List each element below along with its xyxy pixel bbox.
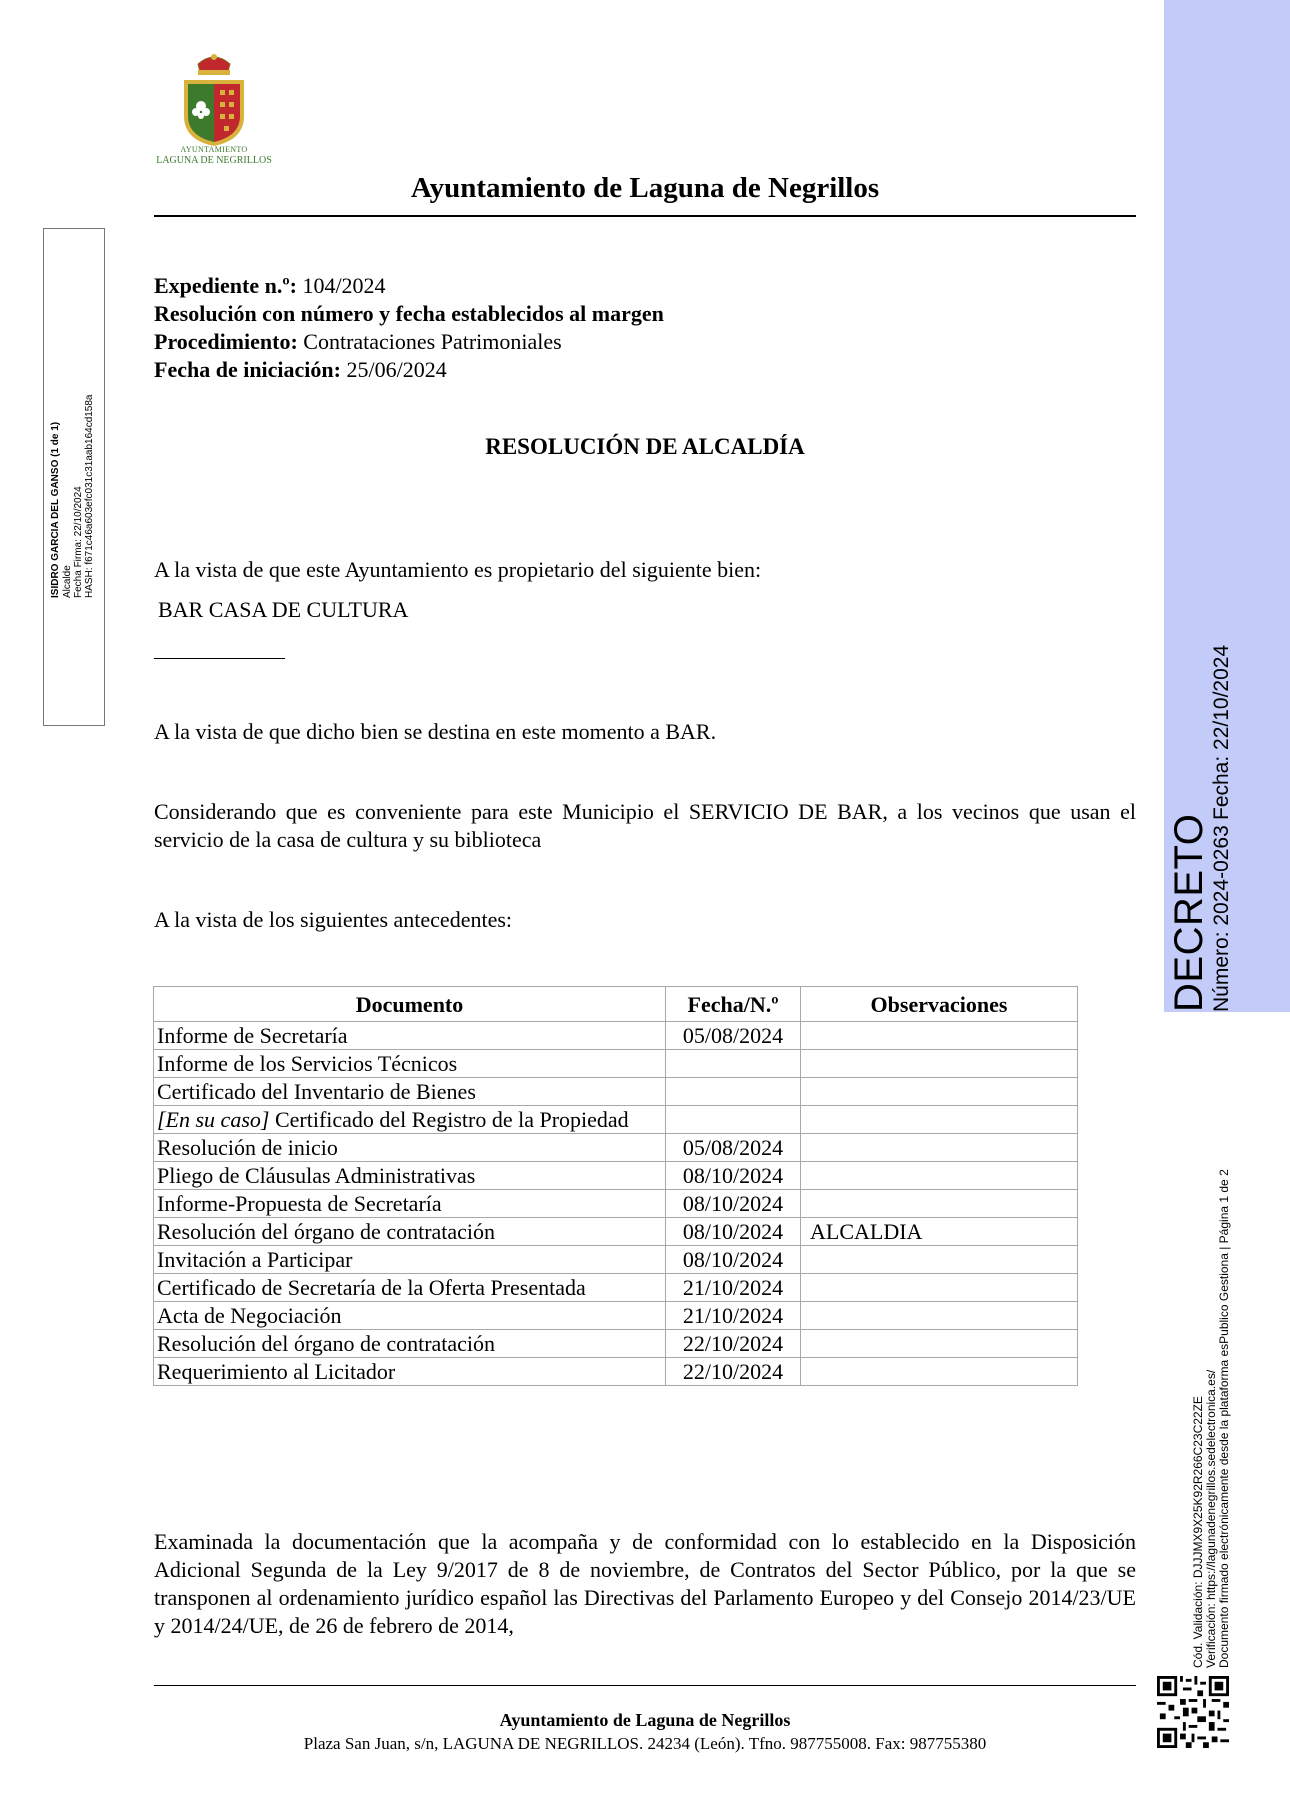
verification-url: Verificación: https://lagunadenegrillos.sedelectronica.es/ — [1204, 1369, 1218, 1668]
table-row — [154, 1050, 1078, 1078]
header-title: Ayuntamiento de Laguna de Negrillos — [410, 172, 880, 204]
paragraph-examinada: Examinada la documentación que la acompaña y de conformidad con lo establecido en la Disposición Adicional Segunda de la Ley 9/2017 de 8 de noviembre, de Contratos del Sector Público, por la que se transponen al ordenamiento jurídico español las Directivas del Parlamento Europeo y del Consejo 2014/23/UE y 2014/24/UE, de 26 de febrero de 2014, — [154, 1529, 1136, 1638]
antecedentes-table — [153, 986, 1078, 1386]
fecha-iniciacion-label: Fecha de iniciación: — [154, 357, 341, 382]
cell-fecha: 08/10/2024 — [666, 1246, 801, 1274]
table-row — [154, 1162, 1078, 1190]
decreto-label: DECRETO — [1167, 813, 1211, 1012]
header-rule — [154, 215, 1136, 217]
paragraph-antecedentes: A la vista de los siguientes antecedentes: — [154, 907, 513, 932]
paragraph-destino: A la vista de que dicho bien se destina en este momento a BAR. — [154, 719, 717, 744]
cell-documento: Requerimiento al Licitador — [154, 1358, 666, 1386]
table-row — [154, 1022, 1078, 1050]
decree-date: Fecha: 22/10/2024 — [1210, 644, 1233, 820]
cell-fecha — [666, 1106, 801, 1134]
cell-fecha: 08/10/2024 — [666, 1218, 801, 1246]
cell-documento: Informe de Secretaría — [154, 1022, 666, 1050]
cell-fecha: 21/10/2024 — [666, 1302, 801, 1330]
table-row — [154, 1078, 1078, 1106]
cell-observaciones — [801, 1246, 1078, 1274]
expediente-label: Expediente n.º: — [154, 273, 297, 298]
fecha-iniciacion-line — [154, 356, 664, 384]
procedimiento-line — [154, 328, 664, 356]
cell-observaciones — [801, 1190, 1078, 1218]
cell-documento: Pliego de Cláusulas Administrativas — [154, 1162, 666, 1190]
cell-observaciones — [801, 1274, 1078, 1302]
cell-documento-text: Certificado del Registro de la Propiedad — [269, 1107, 629, 1132]
decree-number: Número: 2024-0263 — [1210, 825, 1233, 1012]
signer-name: ISIDRO GARCIA DEL GANSO (1 de 1) — [50, 421, 61, 598]
table-row — [154, 1134, 1078, 1162]
table-row — [154, 1274, 1078, 1302]
cell-documento: Acta de Negociación — [154, 1302, 666, 1330]
table-header-row — [154, 987, 1078, 1022]
resolucion-line — [154, 300, 664, 328]
footer-title: Ayuntamiento de Laguna de Negrillos — [499, 1710, 791, 1730]
resolucion-text: Resolución con número y fecha establecidos al margen — [154, 301, 664, 326]
table-row — [154, 1330, 1078, 1358]
cell-observaciones — [801, 1134, 1078, 1162]
procedimiento-value: Contrataciones Patrimoniales — [297, 329, 562, 354]
column-header-fecha: Fecha/N.º — [666, 987, 801, 1022]
cell-documento: Resolución del órgano de contratación — [154, 1330, 666, 1358]
column-header-observaciones: Observaciones — [801, 987, 1078, 1022]
cell-observaciones — [801, 1162, 1078, 1190]
coat-of-arms-logo — [178, 50, 250, 148]
cell-documento: Certificado de Secretaría de la Oferta Presentada — [154, 1274, 666, 1302]
signature-details — [62, 395, 95, 599]
cell-observaciones — [801, 1022, 1078, 1050]
cell-observaciones — [801, 1050, 1078, 1078]
table-row — [154, 1358, 1078, 1386]
cell-fecha: 22/10/2024 — [666, 1358, 801, 1386]
table-row — [154, 1106, 1078, 1134]
expediente-line — [154, 272, 664, 300]
separator-line — [154, 658, 285, 659]
cell-documento-italic: [En su caso] — [157, 1107, 270, 1132]
qr-code-icon — [1157, 1676, 1229, 1748]
cell-documento: Invitación a Participar — [154, 1246, 666, 1274]
file-metadata — [154, 272, 664, 384]
expediente-value: 104/2024 — [296, 273, 386, 298]
cell-fecha: 08/10/2024 — [666, 1190, 801, 1218]
cell-documento: Resolución de inicio — [154, 1134, 666, 1162]
signature-hash: HASH: f671c46a603efc031c31aab164cd158a — [84, 394, 95, 598]
signer-role: Alcalde — [62, 565, 73, 598]
paragraph-considerando: Considerando que es conveniente para este Municipio el SERVICIO DE BAR, a los vecinos que usan el servicio de la casa de cultura y su biblioteca — [154, 799, 1136, 852]
cell-fecha: 05/08/2024 — [666, 1022, 801, 1050]
fecha-iniciacion-value: 25/06/2024 — [340, 357, 447, 382]
cell-fecha: 22/10/2024 — [666, 1330, 801, 1358]
property-name: BAR CASA DE CULTURA — [158, 597, 409, 622]
cell-observaciones — [801, 1078, 1078, 1106]
cell-documento — [154, 1106, 666, 1134]
cell-fecha: 05/08/2024 — [666, 1134, 801, 1162]
signed-platform-note: Documento firmado electrónicamente desde la plataforma esPublico Gestiona | Página 1 de 2 — [1217, 1169, 1231, 1668]
table-row — [154, 1218, 1078, 1246]
cell-fecha — [666, 1078, 801, 1106]
cell-fecha: 08/10/2024 — [666, 1162, 801, 1190]
cell-documento: Resolución del órgano de contratación — [154, 1218, 666, 1246]
validation-code: Cód. Validación: DJJJMX9X25K92R266C23C22ZE — [1191, 1396, 1205, 1668]
cell-observaciones — [801, 1106, 1078, 1134]
cell-documento: Informe de los Servicios Técnicos — [154, 1050, 666, 1078]
resolution-title: RESOLUCIÓN DE ALCALDÍA — [485, 434, 805, 459]
logo-caption-bottom: LAGUNA DE NEGRILLOS — [156, 155, 272, 166]
table-row — [154, 1302, 1078, 1330]
verification-block — [1192, 1169, 1231, 1668]
column-header-documento: Documento — [154, 987, 666, 1022]
table-row — [154, 1190, 1078, 1218]
table-row — [154, 1246, 1078, 1274]
footer-rule — [154, 1685, 1136, 1686]
cell-observaciones — [801, 1302, 1078, 1330]
procedimiento-label: Procedimiento: — [154, 329, 298, 354]
logo-caption-top: AYUNTAMIENTO — [180, 145, 248, 154]
footer-address: Plaza San Juan, s/n, LAGUNA DE NEGRILLOS. 24234 (León). Tfno. 987755008. Fax: 987755380 — [303, 1734, 987, 1753]
signature-date: Fecha Firma: 22/10/2024 — [73, 486, 84, 598]
cell-observaciones — [801, 1358, 1078, 1386]
cell-fecha: 21/10/2024 — [666, 1274, 801, 1302]
paragraph-propiedad: A la vista de que este Ayuntamiento es propietario del siguiente bien: — [154, 557, 762, 582]
cell-observaciones: ALCALDIA — [801, 1218, 1078, 1246]
cell-fecha — [666, 1050, 801, 1078]
cell-documento: Certificado del Inventario de Bienes — [154, 1078, 666, 1106]
cell-documento: Informe-Propuesta de Secretaría — [154, 1190, 666, 1218]
cell-observaciones — [801, 1330, 1078, 1358]
